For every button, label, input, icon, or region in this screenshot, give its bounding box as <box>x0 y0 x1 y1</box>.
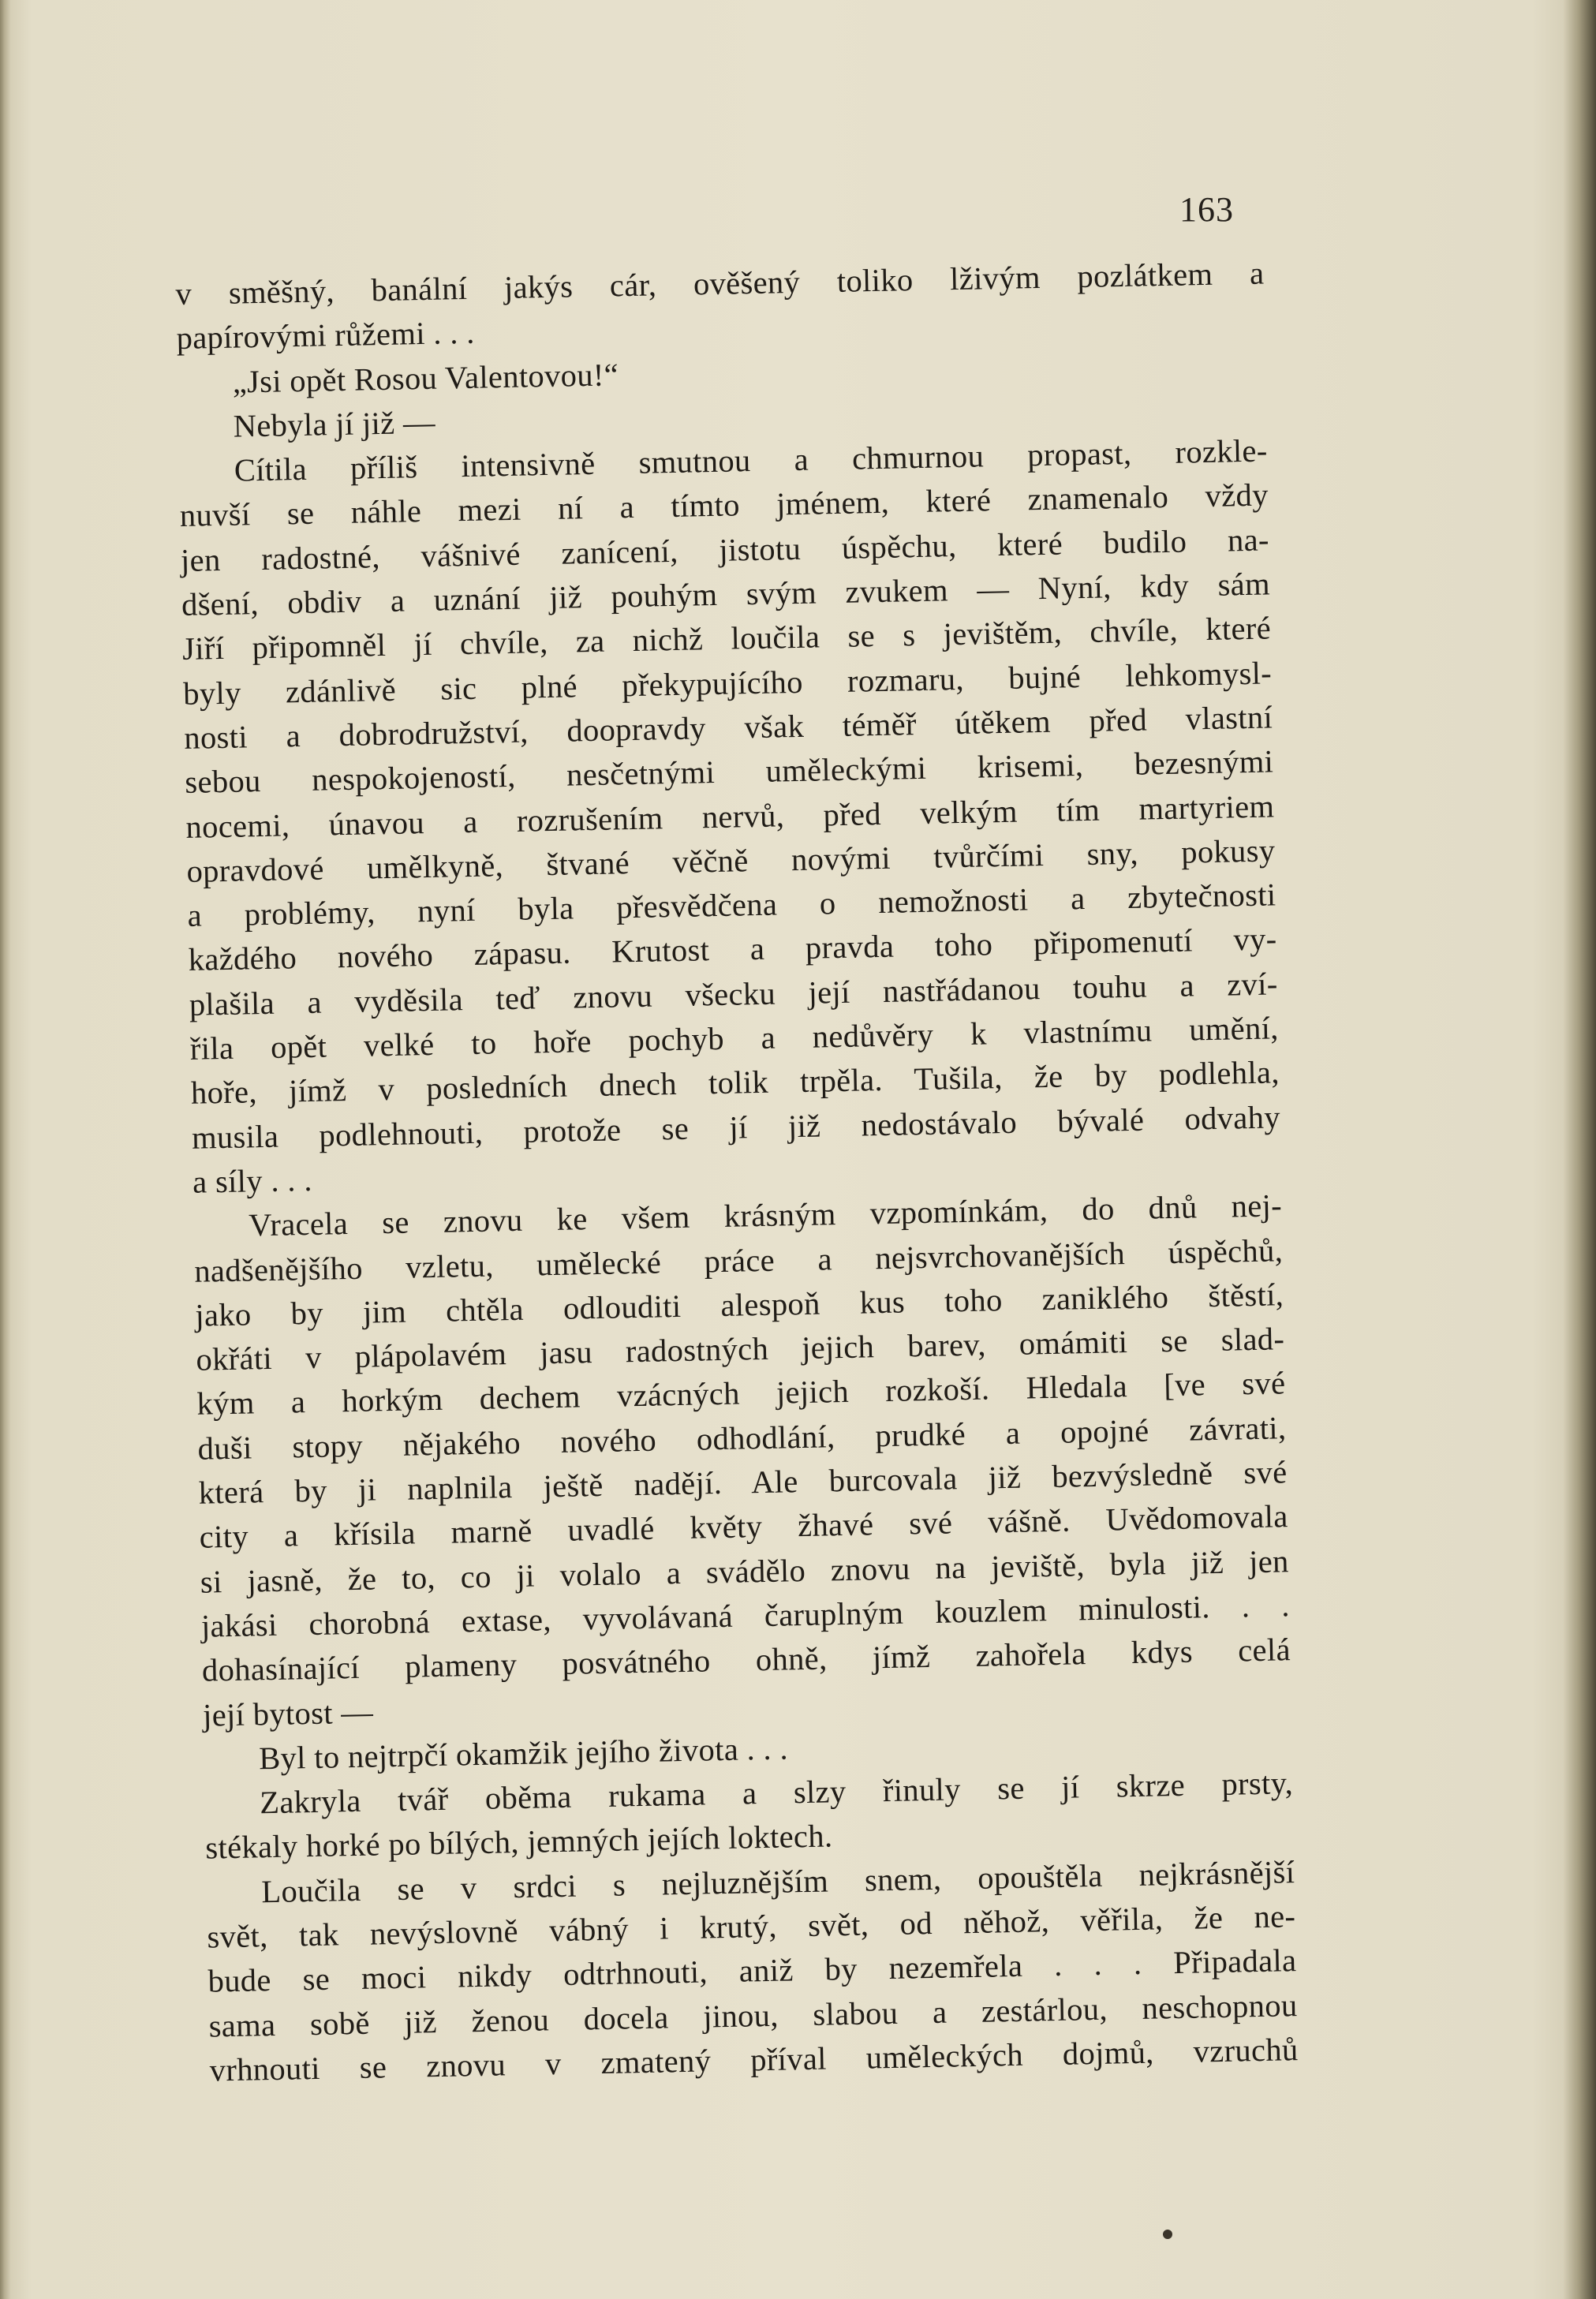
text-line: duši stopy nějakého nového odhodlání, prudké a opojné závrati, <box>197 1409 1287 1467</box>
text-line: Vracela se znovu ke všem krásným vzpomínkám, do dnů nej- <box>248 1187 1283 1243</box>
text-line: Jiří připomněl jí chvíle, za nichž loučila se s jevištěm, chvíle, které <box>181 610 1272 667</box>
text-line: každého nového zápasu. Krutost a pravda toho připomenutí vy- <box>188 921 1277 978</box>
text-line: plašila a vyděsila teď znovu všecku její nastřádanou touhu a zví- <box>189 966 1278 1022</box>
text-line: sebou nespokojeností, nesčetnými uměleckými krisemi, bezesnými <box>184 743 1274 801</box>
text-line: jakási chorobná extase, vyvolávaná čaruplným kouzlem minulosti. . . <box>200 1587 1291 1644</box>
text-line: si jasně, že to, co ji volalo a svádělo znovu na jeviště, byla již jen <box>200 1542 1290 1600</box>
text-line: Nebyla jí již — <box>233 404 436 444</box>
text-line: nadšenějšího vzletu, umělecké práce a nejsvrchovanějších úspěchů, <box>193 1232 1284 1289</box>
text-line: vrhnouti se znovu v zmatený příval uměleckých dojmů, vzruchů <box>209 2031 1299 2088</box>
page-left-edge <box>0 0 11 2299</box>
body-text <box>175 252 1299 2093</box>
text-line: v směšný, banální jakýs cár, ověšený toliko lživým pozlátkem a <box>175 255 1265 312</box>
text-line: bude se moci nikdy odtrhnouti, aniž by nezemřela . . . Připadala <box>207 1942 1297 1999</box>
text-line: byly zdánlivě sic plné překypujícího rozmaru, bujné lehkomysl- <box>182 655 1273 712</box>
page-right-edge-shadow <box>1563 0 1596 2299</box>
text-line: jako by jim chtěla odlouditi alespoň kus toho zaniklého štěstí, <box>194 1277 1284 1333</box>
text-line: Byl to nejtrpčí okamžik jejího života . . . <box>258 1730 789 1777</box>
text-line: Loučila se v srdci s nejluznějším snem, opouštěla nejkrásnější <box>260 1853 1295 1909</box>
text-line: okřáti v plápolavém jasu radostných jejich barev, omámiti se slad- <box>196 1321 1285 1378</box>
text-line: sama sobě již ženou docela jinou, slabou a zestárlou, neschopnou <box>208 1987 1298 2044</box>
text-line: nosti a dobrodružství, doopravdy však téměř útěkem před vlastní <box>183 699 1273 756</box>
text-line: papírovými růžemi . . . <box>176 315 476 357</box>
page-number: 163 <box>1179 190 1234 229</box>
text-line: její bytost — <box>202 1694 374 1733</box>
text-line: dšení, obdiv a uznání již pouhým svým zvukem — Nyní, kdy sám <box>181 566 1271 622</box>
text-line: nuvší se náhle mezi ní a tímto jménem, které znamenalo vždy <box>179 477 1269 534</box>
text-line: nocemi, únavou a rozrušením nervů, před velkým tím martyriem <box>185 787 1275 845</box>
text-line: hoře, jímž v posledních dnech tolik trpěla. Tušila, že by podlehla, <box>190 1054 1280 1112</box>
text-line: Cítila příliš intensivně smutnou a chmurnou propast, rozkle- <box>234 432 1269 488</box>
text-line: opravdové umělkyně, štvané věčně novými tvůrčími sny, pokusy <box>186 832 1276 889</box>
text-line: city a křísila marně uvadlé květy žhavé své vášně. Uvědomovala <box>199 1498 1288 1556</box>
text-line: a problémy, nyní byla přesvědčena o nemožnosti a zbytečnosti <box>187 877 1276 934</box>
text-line: stékaly horké po bílých, jemných jejích loktech. <box>204 1818 833 1867</box>
text-line: která by ji naplnila ještě nadějí. Ale burcovala již bezvýsledně své <box>198 1454 1288 1511</box>
text-line: svět, tak nevýslovně vábný i krutý, svět, od něhož, věřila, že ne- <box>207 1898 1296 1955</box>
text-line: jen radostné, vášnivé zanícení, jistotu úspěchu, které budilo na- <box>180 521 1270 578</box>
text-line: Zakryla tvář oběma rukama a slzy řinuly se jí skrze prsty, <box>259 1765 1294 1821</box>
text-line: a síly . . . <box>192 1161 313 1200</box>
text-line: dohasínající plameny posvátného ohně, jímž zahořela kdys celá <box>201 1632 1291 1688</box>
text-line: řila opět velké to hoře pochyb a nedůvěry k vlastnímu umění, <box>189 1010 1280 1067</box>
text-line: „Jsi opět Rosou Valentovou!“ <box>232 356 619 400</box>
text-line: kým a horkým dechem vzácných jejich rozkoší. Hledala [ve své <box>196 1365 1286 1422</box>
text-line: musila podlehnouti, protože se jí již nedostávalo bývalé odvahy <box>191 1098 1281 1156</box>
printer-mark-dot <box>1163 2230 1172 2239</box>
